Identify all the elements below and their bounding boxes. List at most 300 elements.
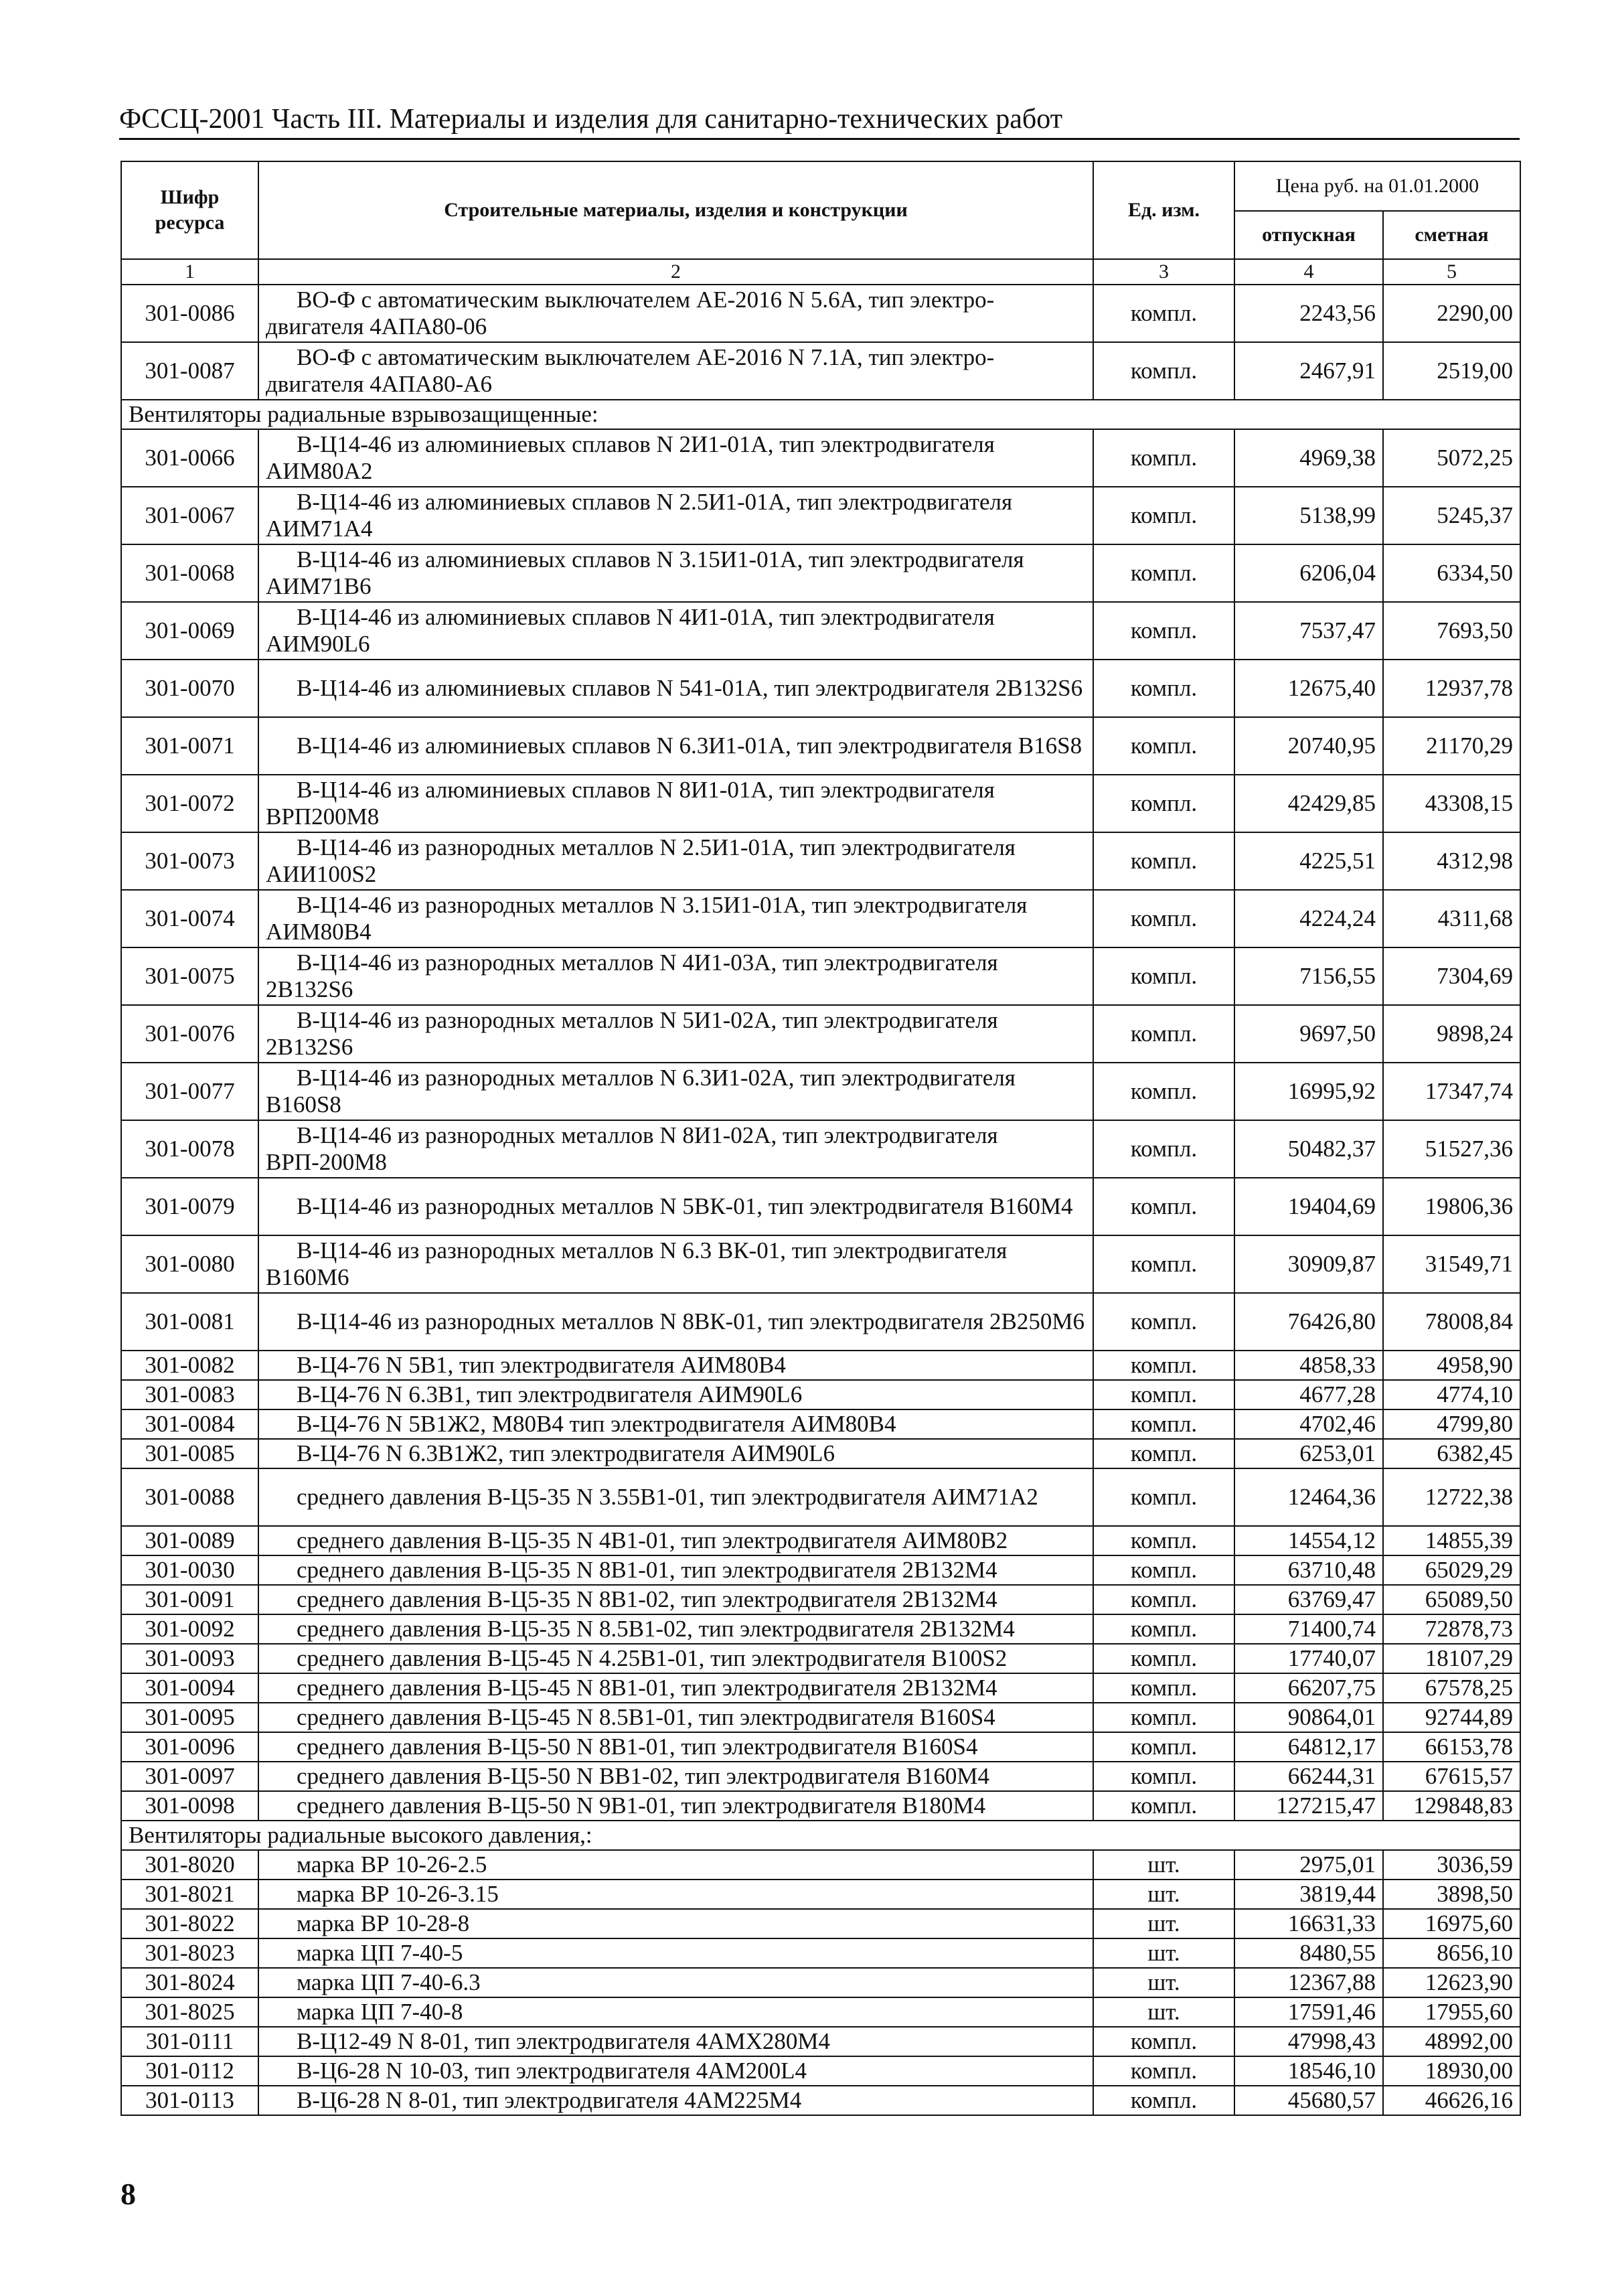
item-name-cell	[258, 1880, 1093, 1909]
resource-code-cell: 301-0113	[121, 2086, 258, 2115]
estimate-price-cell: 72878,73	[1383, 1614, 1520, 1644]
table-row	[121, 1235, 1520, 1293]
item-name-text: В-Ц14-46 из алюминиевых сплавов N 6.3И1-01А, тип электродвигателя В16S8	[297, 733, 1082, 759]
estimate-price-cell: 2290,00	[1383, 285, 1520, 342]
item-name-text: В-Ц4-76 N 6.3В1, тип электродвигателя АИМ90L6	[297, 1381, 803, 1407]
unit-cell: компл.	[1093, 832, 1234, 890]
resource-code-cell: 301-0070	[121, 660, 258, 717]
item-name-text: В-Ц14-46 из алюминиевых сплавов N 4И1-01А, тип электродвигателя АИМ90L6	[266, 604, 995, 657]
estimate-price-cell: 12623,90	[1383, 1968, 1520, 1997]
item-name-cell	[258, 1293, 1093, 1351]
item-name-cell	[258, 717, 1093, 775]
resource-code-cell: 301-0066	[121, 429, 258, 487]
estimate-price-cell: 66153,78	[1383, 1732, 1520, 1762]
item-name-cell	[258, 1585, 1093, 1614]
unit-cell: компл.	[1093, 2086, 1234, 2115]
resource-code-cell: 301-0092	[121, 1614, 258, 1644]
item-name-cell	[258, 1235, 1093, 1293]
table-row	[121, 1938, 1520, 1968]
release-price-cell: 64812,17	[1234, 1732, 1383, 1762]
unit-cell: компл.	[1093, 1120, 1234, 1178]
unit-cell: компл.	[1093, 1439, 1234, 1468]
release-price-cell: 7156,55	[1234, 947, 1383, 1005]
item-name-text: В-Ц12-49 N 8-01, тип электродвигателя 4АМХ280М4	[297, 2028, 831, 2054]
estimate-price-cell: 129848,83	[1383, 1791, 1520, 1821]
unit-cell: компл.	[1093, 487, 1234, 544]
unit-cell: компл.	[1093, 1235, 1234, 1293]
release-price-cell: 2467,91	[1234, 342, 1383, 400]
column-header-estimate: сметная	[1383, 211, 1520, 259]
item-name-text: среднего давления В-Ц5-45 N 4.25В1-01, тип электродвигателя В100S2	[297, 1645, 1008, 1671]
resource-code-cell: 301-8022	[121, 1909, 258, 1938]
item-name-text: В-Ц4-76 N 5В1Ж2, М80В4 тип электродвигателя АИМ80В4	[297, 1411, 896, 1437]
page-header	[119, 102, 1520, 140]
table-row	[121, 2056, 1520, 2086]
unit-cell: компл.	[1093, 1585, 1234, 1614]
item-name-text: В-Ц14-46 из разнородных металлов N 5И1-02А, тип электродвигателя 2В132S6	[266, 1007, 998, 1060]
item-name-text: В-Ц14-46 из разнородных металлов N 8ВК-01, тип электродвигателя 2В250М6	[297, 1308, 1085, 1334]
estimate-price-cell: 9898,24	[1383, 1005, 1520, 1063]
estimate-price-cell: 18930,00	[1383, 2056, 1520, 2086]
item-name-text: В-Ц14-46 из алюминиевых сплавов N 2И1-01А, тип электродвигателя АИМ80А2	[266, 431, 995, 484]
table-group-row	[121, 400, 1520, 429]
table-row	[121, 487, 1520, 544]
unit-cell: компл.	[1093, 1351, 1234, 1380]
unit-cell: компл.	[1093, 717, 1234, 775]
unit-cell: компл.	[1093, 1614, 1234, 1644]
item-name-cell	[258, 1555, 1093, 1585]
item-name-text: среднего давления В-Ц5-35 N 8.5В1-02, тип электродвигателя 2В132М4	[297, 1616, 1015, 1642]
unit-cell: компл.	[1093, 1644, 1234, 1673]
item-name-text: ВО-Ф с автоматическим выключателем АЕ-2016 N 5.6А, тип электро-двигателя 4АПА80-06	[266, 287, 995, 339]
item-name-text: среднего давления В-Ц5-45 N 8В1-01, тип электродвигателя 2В132М4	[297, 1675, 997, 1701]
table-row	[121, 429, 1520, 487]
unit-cell: компл.	[1093, 1791, 1234, 1821]
resource-code-cell: 301-0089	[121, 1526, 258, 1555]
table-row	[121, 890, 1520, 947]
table-row	[121, 1351, 1520, 1380]
item-name-cell	[258, 1468, 1093, 1526]
resource-code-cell: 301-0080	[121, 1235, 258, 1293]
estimate-price-cell: 5245,37	[1383, 487, 1520, 544]
unit-cell: компл.	[1093, 1468, 1234, 1526]
release-price-cell: 4858,33	[1234, 1351, 1383, 1380]
item-name-text: среднего давления В-Ц5-35 N 8В1-01, тип электродвигателя 2В132М4	[297, 1557, 997, 1583]
item-name-cell	[258, 1938, 1093, 1968]
table-row	[121, 1673, 1520, 1703]
unit-cell: компл.	[1093, 1178, 1234, 1235]
table-row	[121, 285, 1520, 342]
item-name-text: марка ЦП 7-40-8	[297, 1999, 463, 2025]
unit-cell: компл.	[1093, 1673, 1234, 1703]
release-price-cell: 76426,80	[1234, 1293, 1383, 1351]
table-row	[121, 544, 1520, 602]
item-name-cell	[258, 660, 1093, 717]
table-row	[121, 1293, 1520, 1351]
item-name-cell	[258, 285, 1093, 342]
resource-code-cell: 301-0073	[121, 832, 258, 890]
item-name-text: В-Ц14-46 из разнородных металлов N 5ВК-01, тип электродвигателя В160М4	[297, 1193, 1073, 1219]
unit-cell: компл.	[1093, 2027, 1234, 2056]
estimate-price-cell: 67615,57	[1383, 1762, 1520, 1791]
item-name-text: среднего давления В-Ц5-50 N 9В1-01, тип электродвигателя В180М4	[297, 1792, 986, 1819]
column-number: 4	[1234, 259, 1383, 285]
column-number: 1	[121, 259, 258, 285]
item-name-text: В-Ц14-46 из алюминиевых сплавов N 8И1-01А, тип электродвигателя ВРП200М8	[266, 777, 995, 830]
release-price-cell: 127215,47	[1234, 1791, 1383, 1821]
resource-code-cell: 301-0069	[121, 602, 258, 660]
release-price-cell: 7537,47	[1234, 602, 1383, 660]
table-row	[121, 1380, 1520, 1409]
page-number: 8	[120, 2177, 136, 2211]
group-title: Вентиляторы радиальные взрывозащищенные:	[121, 400, 1520, 429]
estimate-price-cell: 7693,50	[1383, 602, 1520, 660]
resource-code-cell: 301-0072	[121, 775, 258, 832]
item-name-cell	[258, 1614, 1093, 1644]
unit-cell: компл.	[1093, 602, 1234, 660]
release-price-cell: 17591,46	[1234, 1997, 1383, 2027]
item-name-text: В-Ц14-46 из разнородных металлов N 6.3И1-02А, тип электродвигателя В160S8	[266, 1065, 1016, 1118]
release-price-cell: 4702,46	[1234, 1409, 1383, 1439]
column-header-release: отпускная	[1234, 211, 1383, 259]
estimate-price-cell: 12937,78	[1383, 660, 1520, 717]
table-row	[121, 1791, 1520, 1821]
item-name-cell	[258, 1351, 1093, 1380]
estimate-price-cell: 4312,98	[1383, 832, 1520, 890]
table-row	[121, 1468, 1520, 1526]
item-name-text: В-Ц6-28 N 10-03, тип электродвигателя 4АМ200L4	[297, 2058, 807, 2084]
release-price-cell: 2243,56	[1234, 285, 1383, 342]
unit-cell: шт.	[1093, 1909, 1234, 1938]
release-price-cell: 9697,50	[1234, 1005, 1383, 1063]
release-price-cell: 50482,37	[1234, 1120, 1383, 1178]
resource-code-cell: 301-0085	[121, 1439, 258, 1468]
table-row	[121, 2027, 1520, 2056]
page-header-title: ФССЦ-2001 Часть III. Материалы и изделия для санитарно-технических работ	[119, 104, 1063, 135]
release-price-cell: 4677,28	[1234, 1380, 1383, 1409]
release-price-cell: 66244,31	[1234, 1762, 1383, 1791]
estimate-price-cell: 78008,84	[1383, 1293, 1520, 1351]
resource-code-cell: 301-0091	[121, 1585, 258, 1614]
item-name-cell	[258, 832, 1093, 890]
table-row	[121, 1762, 1520, 1791]
table-row	[121, 1850, 1520, 1880]
item-name-cell	[258, 1063, 1093, 1120]
table-group-row	[121, 1821, 1520, 1850]
item-name-cell	[258, 1909, 1093, 1938]
resource-code-cell: 301-8020	[121, 1850, 258, 1880]
release-price-cell: 47998,43	[1234, 2027, 1383, 2056]
estimate-price-cell: 6382,45	[1383, 1439, 1520, 1468]
resource-code-cell: 301-0074	[121, 890, 258, 947]
table-row	[121, 1585, 1520, 1614]
release-price-cell: 63769,47	[1234, 1585, 1383, 1614]
table-row	[121, 1005, 1520, 1063]
unit-cell: компл.	[1093, 544, 1234, 602]
item-name-cell	[258, 1120, 1093, 1178]
table-row	[121, 1439, 1520, 1468]
estimate-price-cell: 17955,60	[1383, 1997, 1520, 2027]
table-row	[121, 2086, 1520, 2115]
table-row	[121, 947, 1520, 1005]
resource-code-cell: 301-0030	[121, 1555, 258, 1585]
item-name-cell	[258, 1673, 1093, 1703]
resource-code-cell: 301-0083	[121, 1380, 258, 1409]
release-price-cell: 42429,85	[1234, 775, 1383, 832]
release-price-cell: 30909,87	[1234, 1235, 1383, 1293]
item-name-text: ВО-Ф с автоматическим выключателем АЕ-2016 N 7.1А, тип электро-двигателя 4АПА80-А6	[266, 344, 995, 397]
unit-cell: компл.	[1093, 429, 1234, 487]
estimate-price-cell: 3898,50	[1383, 1880, 1520, 1909]
column-number-row	[121, 259, 1520, 285]
table-row	[121, 1063, 1520, 1120]
item-name-cell	[258, 1644, 1093, 1673]
item-name-cell	[258, 544, 1093, 602]
resource-code-cell: 301-0093	[121, 1644, 258, 1673]
release-price-cell: 4225,51	[1234, 832, 1383, 890]
estimate-price-cell: 7304,69	[1383, 947, 1520, 1005]
resource-code-cell: 301-0077	[121, 1063, 258, 1120]
table-row	[121, 1968, 1520, 1997]
item-name-text: В-Ц6-28 N 8-01, тип электродвигателя 4АМ225М4	[297, 2087, 802, 2113]
release-price-cell: 4969,38	[1234, 429, 1383, 487]
item-name-text: В-Ц14-46 из разнородных металлов N 8И1-02А, тип электродвигателя ВРП-200М8	[266, 1122, 998, 1175]
item-name-text: марка ЦП 7-40-5	[297, 1940, 463, 1966]
estimate-price-cell: 65029,29	[1383, 1555, 1520, 1585]
estimate-price-cell: 46626,16	[1383, 2086, 1520, 2115]
estimate-price-cell: 14855,39	[1383, 1526, 1520, 1555]
estimate-price-cell: 5072,25	[1383, 429, 1520, 487]
item-name-text: среднего давления В-Ц5-35 N 8В1-02, тип электродвигателя 2В132М4	[297, 1586, 997, 1612]
resource-code-cell: 301-0079	[121, 1178, 258, 1235]
item-name-cell	[258, 775, 1093, 832]
unit-cell: компл.	[1093, 1762, 1234, 1791]
column-header-code: Шифр ресурса	[121, 161, 258, 259]
item-name-text: В-Ц4-76 N 6.3В1Ж2, тип электродвигателя АИМ90L6	[297, 1440, 835, 1466]
unit-cell: шт.	[1093, 1938, 1234, 1968]
resource-code-cell: 301-8023	[121, 1938, 258, 1968]
unit-cell: компл.	[1093, 1293, 1234, 1351]
estimate-price-cell: 51527,36	[1383, 1120, 1520, 1178]
release-price-cell: 6206,04	[1234, 544, 1383, 602]
item-name-cell	[258, 1850, 1093, 1880]
item-name-text: среднего давления В-Ц5-50 N ВВ1-02, тип электродвигателя В160М4	[297, 1763, 989, 1789]
unit-cell: компл.	[1093, 1005, 1234, 1063]
release-price-cell: 18546,10	[1234, 2056, 1383, 2086]
item-name-text: марка ВР 10-28-8	[297, 1910, 470, 1936]
release-price-cell: 45680,57	[1234, 2086, 1383, 2115]
release-price-cell: 71400,74	[1234, 1614, 1383, 1644]
unit-cell: компл.	[1093, 1526, 1234, 1555]
release-price-cell: 16631,33	[1234, 1909, 1383, 1938]
unit-cell: шт.	[1093, 1997, 1234, 2027]
unit-cell: шт.	[1093, 1880, 1234, 1909]
estimate-price-cell: 12722,38	[1383, 1468, 1520, 1526]
item-name-cell	[258, 2086, 1093, 2115]
column-number: 5	[1383, 259, 1520, 285]
release-price-cell: 63710,48	[1234, 1555, 1383, 1585]
resource-code-cell: 301-0081	[121, 1293, 258, 1351]
resource-code-cell: 301-0086	[121, 285, 258, 342]
estimate-price-cell: 19806,36	[1383, 1178, 1520, 1235]
item-name-cell	[258, 890, 1093, 947]
estimate-price-cell: 4311,68	[1383, 890, 1520, 947]
resource-code-cell: 301-0082	[121, 1351, 258, 1380]
release-price-cell: 12464,36	[1234, 1468, 1383, 1526]
table-row	[121, 775, 1520, 832]
estimate-price-cell: 17347,74	[1383, 1063, 1520, 1120]
item-name-cell	[258, 1380, 1093, 1409]
column-header-name: Строительные материалы, изделия и конструкции	[258, 161, 1093, 259]
column-header-price-group: Цена руб. на 01.01.2000	[1234, 161, 1520, 211]
table-row	[121, 717, 1520, 775]
release-price-cell: 4224,24	[1234, 890, 1383, 947]
unit-cell: компл.	[1093, 660, 1234, 717]
table-row	[121, 1997, 1520, 2027]
resource-code-cell: 301-0098	[121, 1791, 258, 1821]
column-header-unit: Ед. изм.	[1093, 161, 1234, 259]
table-body	[121, 285, 1520, 2115]
unit-cell: компл.	[1093, 1555, 1234, 1585]
item-name-text: марка ВР 10-26-2.5	[297, 1851, 487, 1878]
table-row	[121, 1409, 1520, 1439]
table-row	[121, 1614, 1520, 1644]
item-name-cell	[258, 487, 1093, 544]
resource-code-cell: 301-0078	[121, 1120, 258, 1178]
release-price-cell: 3819,44	[1234, 1880, 1383, 1909]
item-name-cell	[258, 2027, 1093, 2056]
estimate-price-cell: 16975,60	[1383, 1909, 1520, 1938]
table-row	[121, 1909, 1520, 1938]
group-title: Вентиляторы радиальные высокого давления,:	[121, 1821, 1520, 1850]
table-row	[121, 660, 1520, 717]
item-name-cell	[258, 1178, 1093, 1235]
estimate-price-cell: 4958,90	[1383, 1351, 1520, 1380]
price-table	[120, 161, 1521, 2116]
item-name-cell	[258, 1762, 1093, 1791]
resource-code-cell: 301-8024	[121, 1968, 258, 1997]
estimate-price-cell: 4774,10	[1383, 1380, 1520, 1409]
release-price-cell: 19404,69	[1234, 1178, 1383, 1235]
resource-code-cell: 301-0084	[121, 1409, 258, 1439]
release-price-cell: 14554,12	[1234, 1526, 1383, 1555]
item-name-cell	[258, 342, 1093, 400]
unit-cell: компл.	[1093, 1732, 1234, 1762]
resource-code-cell: 301-0075	[121, 947, 258, 1005]
item-name-text: В-Ц14-46 из алюминиевых сплавов N 541-01А, тип электродвигателя 2В132S6	[297, 675, 1083, 701]
table-row	[121, 1526, 1520, 1555]
release-price-cell: 20740,95	[1234, 717, 1383, 775]
resource-code-cell: 301-0112	[121, 2056, 258, 2086]
item-name-cell	[258, 429, 1093, 487]
unit-cell: компл.	[1093, 1703, 1234, 1732]
item-name-cell	[258, 947, 1093, 1005]
item-name-text: В-Ц14-46 из разнородных металлов N 3.15И1-01А, тип электродвигателя АИМ80В4	[266, 892, 1028, 945]
resource-code-cell: 301-0087	[121, 342, 258, 400]
item-name-cell	[258, 1703, 1093, 1732]
unit-cell: компл.	[1093, 2056, 1234, 2086]
estimate-price-cell: 6334,50	[1383, 544, 1520, 602]
resource-code-cell: 301-0067	[121, 487, 258, 544]
item-name-cell	[258, 2056, 1093, 2086]
estimate-price-cell: 8656,10	[1383, 1938, 1520, 1968]
table-row	[121, 342, 1520, 400]
item-name-text: среднего давления В-Ц5-35 N 3.55В1-01, тип электродвигателя АИМ71А2	[297, 1484, 1038, 1510]
resource-code-cell: 301-0068	[121, 544, 258, 602]
estimate-price-cell: 67578,25	[1383, 1673, 1520, 1703]
estimate-price-cell: 21170,29	[1383, 717, 1520, 775]
item-name-text: В-Ц14-46 из алюминиевых сплавов N 3.15И1-01А, тип электродвигателя АИМ71В6	[266, 546, 1024, 599]
unit-cell: компл.	[1093, 775, 1234, 832]
item-name-text: В-Ц14-46 из разнородных металлов N 4И1-03А, тип электродвигателя 2В132S6	[266, 949, 998, 1002]
column-number: 2	[258, 259, 1093, 285]
item-name-text: среднего давления В-Ц5-35 N 4В1-01, тип электродвигателя АИМ80В2	[297, 1527, 1008, 1553]
item-name-cell	[258, 1409, 1093, 1439]
unit-cell: компл.	[1093, 285, 1234, 342]
item-name-text: среднего давления В-Ц5-50 N 8В1-01, тип электродвигателя В160S4	[297, 1734, 978, 1760]
item-name-cell	[258, 1732, 1093, 1762]
resource-code-cell: 301-0095	[121, 1703, 258, 1732]
estimate-price-cell: 18107,29	[1383, 1644, 1520, 1673]
release-price-cell: 5138,99	[1234, 487, 1383, 544]
item-name-text: В-Ц14-46 из разнородных металлов N 2.5И1-01А, тип электродвигателя АИИ100S2	[266, 834, 1016, 887]
item-name-cell	[258, 1791, 1093, 1821]
release-price-cell: 17740,07	[1234, 1644, 1383, 1673]
resource-code-cell: 301-0076	[121, 1005, 258, 1063]
table-row	[121, 1880, 1520, 1909]
table-row	[121, 1732, 1520, 1762]
resource-code-cell: 301-0094	[121, 1673, 258, 1703]
resource-code-cell: 301-8025	[121, 1997, 258, 2027]
release-price-cell: 16995,92	[1234, 1063, 1383, 1120]
estimate-price-cell: 3036,59	[1383, 1850, 1520, 1880]
estimate-price-cell: 2519,00	[1383, 342, 1520, 400]
release-price-cell: 2975,01	[1234, 1850, 1383, 1880]
table-row	[121, 1555, 1520, 1585]
unit-cell: шт.	[1093, 1968, 1234, 1997]
table-row	[121, 602, 1520, 660]
resource-code-cell: 301-0097	[121, 1762, 258, 1791]
item-name-text: среднего давления В-Ц5-45 N 8.5В1-01, тип электродвигателя В160S4	[297, 1704, 995, 1730]
table-row	[121, 1703, 1520, 1732]
resource-code-cell: 301-0071	[121, 717, 258, 775]
table-header	[121, 161, 1520, 285]
estimate-price-cell: 92744,89	[1383, 1703, 1520, 1732]
unit-cell: компл.	[1093, 1409, 1234, 1439]
item-name-cell	[258, 1968, 1093, 1997]
item-name-text: В-Ц4-76 N 5В1, тип электродвигателя АИМ80В4	[297, 1352, 786, 1378]
estimate-price-cell: 31549,71	[1383, 1235, 1520, 1293]
item-name-text: марка ЦП 7-40-6.3	[297, 1969, 481, 1995]
item-name-cell	[258, 1005, 1093, 1063]
item-name-text: В-Ц14-46 из разнородных металлов N 6.3 ВК-01, тип электродвигателя В160М6	[266, 1237, 1008, 1290]
item-name-cell	[258, 602, 1093, 660]
item-name-cell	[258, 1526, 1093, 1555]
table-row	[121, 1178, 1520, 1235]
resource-code-cell: 301-0111	[121, 2027, 258, 2056]
estimate-price-cell: 48992,00	[1383, 2027, 1520, 2056]
release-price-cell: 66207,75	[1234, 1673, 1383, 1703]
unit-cell: компл.	[1093, 890, 1234, 947]
table-row	[121, 1644, 1520, 1673]
resource-code-cell: 301-0088	[121, 1468, 258, 1526]
release-price-cell: 12675,40	[1234, 660, 1383, 717]
unit-cell: шт.	[1093, 1850, 1234, 1880]
item-name-cell	[258, 1439, 1093, 1468]
table-row	[121, 1120, 1520, 1178]
column-number: 3	[1093, 259, 1234, 285]
release-price-cell: 8480,55	[1234, 1938, 1383, 1968]
